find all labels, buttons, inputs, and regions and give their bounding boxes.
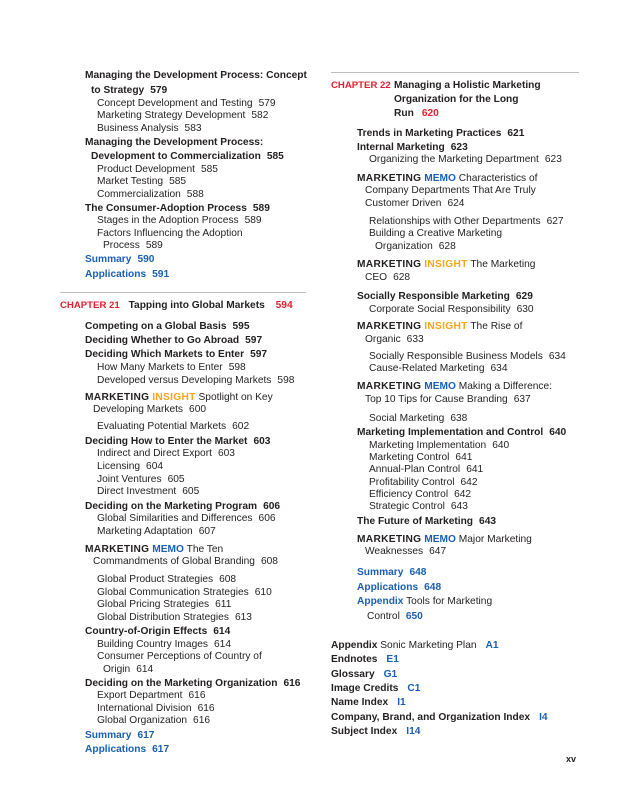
toc-subentry[interactable]: Marketing Adaptation 607 xyxy=(97,526,216,537)
page-number: xv xyxy=(566,754,577,764)
appendix-link-cont[interactable]: Control 650 xyxy=(367,611,423,622)
marketing-memo-cont[interactable]: Company Departments That Are Truly xyxy=(365,185,536,196)
toc-subentry[interactable]: Socially Responsible Business Models 634 xyxy=(369,351,566,362)
chapter-title-cont[interactable]: Run 620 xyxy=(394,108,439,119)
summary-link[interactable]: Summary 617 xyxy=(85,730,155,741)
toc-subentry[interactable]: Indirect and Direct Export 603 xyxy=(97,448,235,459)
toc-subentry[interactable]: Efficiency Control 642 xyxy=(369,489,472,500)
toc-entry-cont[interactable]: to Strategy 579 xyxy=(91,85,168,96)
toc-subentry[interactable]: Organizing the Marketing Department 623 xyxy=(369,154,562,165)
chapter-title-cont[interactable]: Organization for the Long xyxy=(394,94,519,105)
toc-entry[interactable]: Trends in Marketing Practices 621 xyxy=(357,128,525,139)
back-matter-endnotes[interactable]: Endnotes E1 xyxy=(331,654,399,665)
summary-link[interactable]: Summary 590 xyxy=(85,254,155,265)
toc-entry[interactable]: Managing the Development Process: xyxy=(85,137,264,148)
toc-subentry[interactable]: Business Analysis 583 xyxy=(97,123,202,134)
marketing-insight-box[interactable]: MARKETING INSIGHT The Rise of xyxy=(357,321,523,332)
toc-subentry[interactable]: Building Country Images 614 xyxy=(97,639,231,650)
marketing-memo-box[interactable]: MARKETING MEMO Making a Difference: xyxy=(357,381,553,392)
chapter-divider xyxy=(331,72,579,73)
toc-subentry[interactable]: Direct Investment 605 xyxy=(97,486,200,497)
toc-entry[interactable]: The Consumer-Adoption Process 589 xyxy=(85,203,270,214)
back-matter-glossary[interactable]: Glossary G1 xyxy=(331,669,398,680)
marketing-memo-cont[interactable]: Customer Driven 624 xyxy=(365,198,465,209)
toc-subentry[interactable]: Consumer Perceptions of Country of xyxy=(97,651,262,662)
toc-subentry[interactable]: International Division 616 xyxy=(97,703,215,714)
toc-subentry[interactable]: Global Pricing Strategies 611 xyxy=(97,599,232,610)
toc-subentry[interactable]: Marketing Control 641 xyxy=(369,452,473,463)
toc-subentry-cont[interactable]: Process 589 xyxy=(103,240,163,251)
toc-entry[interactable]: Deciding How to Enter the Market 603 xyxy=(85,436,271,447)
marketing-insight-cont[interactable]: Developing Markets 600 xyxy=(93,404,207,415)
toc-subentry[interactable]: Stages in the Adoption Process 589 xyxy=(97,215,262,226)
toc-entry[interactable]: Deciding Which Markets to Enter 597 xyxy=(85,349,268,360)
marketing-memo-cont[interactable]: Top 10 Tips for Cause Branding 637 xyxy=(365,394,531,405)
toc-entry[interactable]: The Future of Marketing 643 xyxy=(357,516,497,527)
chapter-21-heading[interactable] xyxy=(60,300,293,312)
toc-subentry[interactable]: Global Distribution Strategies 613 xyxy=(97,612,252,623)
toc-entry[interactable]: Socially Responsible Marketing 629 xyxy=(357,291,533,302)
applications-link[interactable]: Applications 591 xyxy=(85,269,170,280)
toc-subentry[interactable]: Evaluating Potential Markets 602 xyxy=(97,421,250,432)
toc-subentry[interactable]: Concept Development and Testing 579 xyxy=(97,98,276,109)
back-matter-subject-index[interactable]: Subject Index I14 xyxy=(331,726,421,737)
toc-subentry[interactable]: Product Development 585 xyxy=(97,164,218,175)
toc-entry[interactable]: Competing on a Global Basis 595 xyxy=(85,321,250,332)
marketing-insight-box[interactable]: MARKETING INSIGHT Spotlight on Key xyxy=(85,392,273,403)
toc-entry[interactable]: Deciding on the Marketing Program 606 xyxy=(85,501,281,512)
toc-entry[interactable]: Deciding Whether to Go Abroad 597 xyxy=(85,335,263,346)
chapter-page: 620 xyxy=(421,108,439,119)
marketing-memo-cont[interactable]: Weaknesses 647 xyxy=(365,546,447,557)
toc-subentry[interactable]: Annual-Plan Control 641 xyxy=(369,464,484,475)
toc-entry[interactable]: Deciding on the Marketing Organization 616 xyxy=(85,678,301,689)
toc-subentry[interactable]: Market Testing 585 xyxy=(97,176,187,187)
toc-subentry[interactable]: Profitability Control 642 xyxy=(369,477,478,488)
marketing-insight-cont[interactable]: CEO 628 xyxy=(365,272,411,283)
toc-subentry[interactable]: Social Marketing 638 xyxy=(369,413,468,424)
toc-subentry[interactable]: Commercialization 588 xyxy=(97,189,204,200)
toc-entry[interactable]: Managing the Development Process: Concept xyxy=(85,70,307,81)
toc-subentry[interactable]: How Many Markets to Enter 598 xyxy=(97,362,246,373)
chapter-label: CHAPTER 22 xyxy=(331,80,391,91)
toc-entry[interactable]: Marketing Implementation and Control 640 xyxy=(357,427,567,438)
toc-subentry[interactable]: Global Communication Strategies 610 xyxy=(97,587,272,598)
summary-link[interactable]: Summary 648 xyxy=(357,567,427,578)
toc-subentry[interactable]: Developed versus Developing Markets 598 xyxy=(97,375,295,386)
appendix-link[interactable]: Appendix Tools for Marketing xyxy=(357,596,493,607)
toc-entry[interactable]: Country-of-Origin Effects 614 xyxy=(85,626,231,637)
toc-subentry-cont[interactable]: Origin 614 xyxy=(103,664,154,675)
toc-subentry[interactable]: Global Similarities and Differences 606 xyxy=(97,513,276,524)
chapter-title[interactable]: Managing a Holistic Marketing xyxy=(394,80,541,91)
toc-subentry[interactable]: Global Product Strategies 608 xyxy=(97,574,237,585)
toc-subentry[interactable]: Building a Creative Marketing xyxy=(369,228,503,239)
toc-entry[interactable]: Internal Marketing 623 xyxy=(357,142,468,153)
toc-subentry[interactable]: Marketing Strategy Development 582 xyxy=(97,110,269,121)
chapter-page: 594 xyxy=(275,300,293,311)
toc-subentry[interactable]: Licensing 604 xyxy=(97,461,164,472)
back-matter-name-index[interactable]: Name Index I1 xyxy=(331,697,406,708)
toc-entry-cont[interactable]: Development to Commercialization 585 xyxy=(91,151,284,162)
marketing-insight-cont[interactable]: Organic 633 xyxy=(365,334,424,345)
toc-subentry[interactable]: Strategic Control 643 xyxy=(369,501,468,512)
toc-subentry[interactable]: Export Department 616 xyxy=(97,690,206,701)
toc-subentry[interactable]: Marketing Implementation 640 xyxy=(369,440,510,451)
marketing-memo-box[interactable]: MARKETING MEMO Major Marketing xyxy=(357,534,532,545)
chapter-divider xyxy=(60,292,306,293)
toc-subentry[interactable]: Corporate Social Responsibility 630 xyxy=(369,304,534,315)
chapter-title: Tapping into Global Markets xyxy=(128,300,265,311)
toc-subentry[interactable]: Factors Influencing the Adoption xyxy=(97,228,243,239)
marketing-memo-cont[interactable]: Commandments of Global Branding 608 xyxy=(93,556,278,567)
back-matter-image-credits[interactable]: Image Credits C1 xyxy=(331,683,421,694)
back-matter-company-index[interactable]: Company, Brand, and Organization Index I4 xyxy=(331,712,548,723)
toc-subentry[interactable]: Joint Ventures 605 xyxy=(97,474,185,485)
marketing-memo-box[interactable]: MARKETING MEMO The Ten xyxy=(85,544,224,555)
applications-link[interactable]: Applications 617 xyxy=(85,744,170,755)
marketing-memo-box[interactable]: MARKETING MEMO Characteristics of xyxy=(357,173,538,184)
marketing-insight-box[interactable]: MARKETING INSIGHT The Marketing xyxy=(357,259,536,270)
chapter-label: CHAPTER 21 xyxy=(60,300,120,311)
back-matter-appendix[interactable]: Appendix Sonic Marketing Plan A1 xyxy=(331,640,499,651)
toc-subentry-cont[interactable]: Organization 628 xyxy=(375,241,456,252)
toc-subentry[interactable]: Relationships with Other Departments 627 xyxy=(369,216,564,227)
toc-subentry[interactable]: Global Organization 616 xyxy=(97,715,211,726)
toc-subentry[interactable]: Cause-Related Marketing 634 xyxy=(369,363,508,374)
applications-link[interactable]: Applications 648 xyxy=(357,582,442,593)
